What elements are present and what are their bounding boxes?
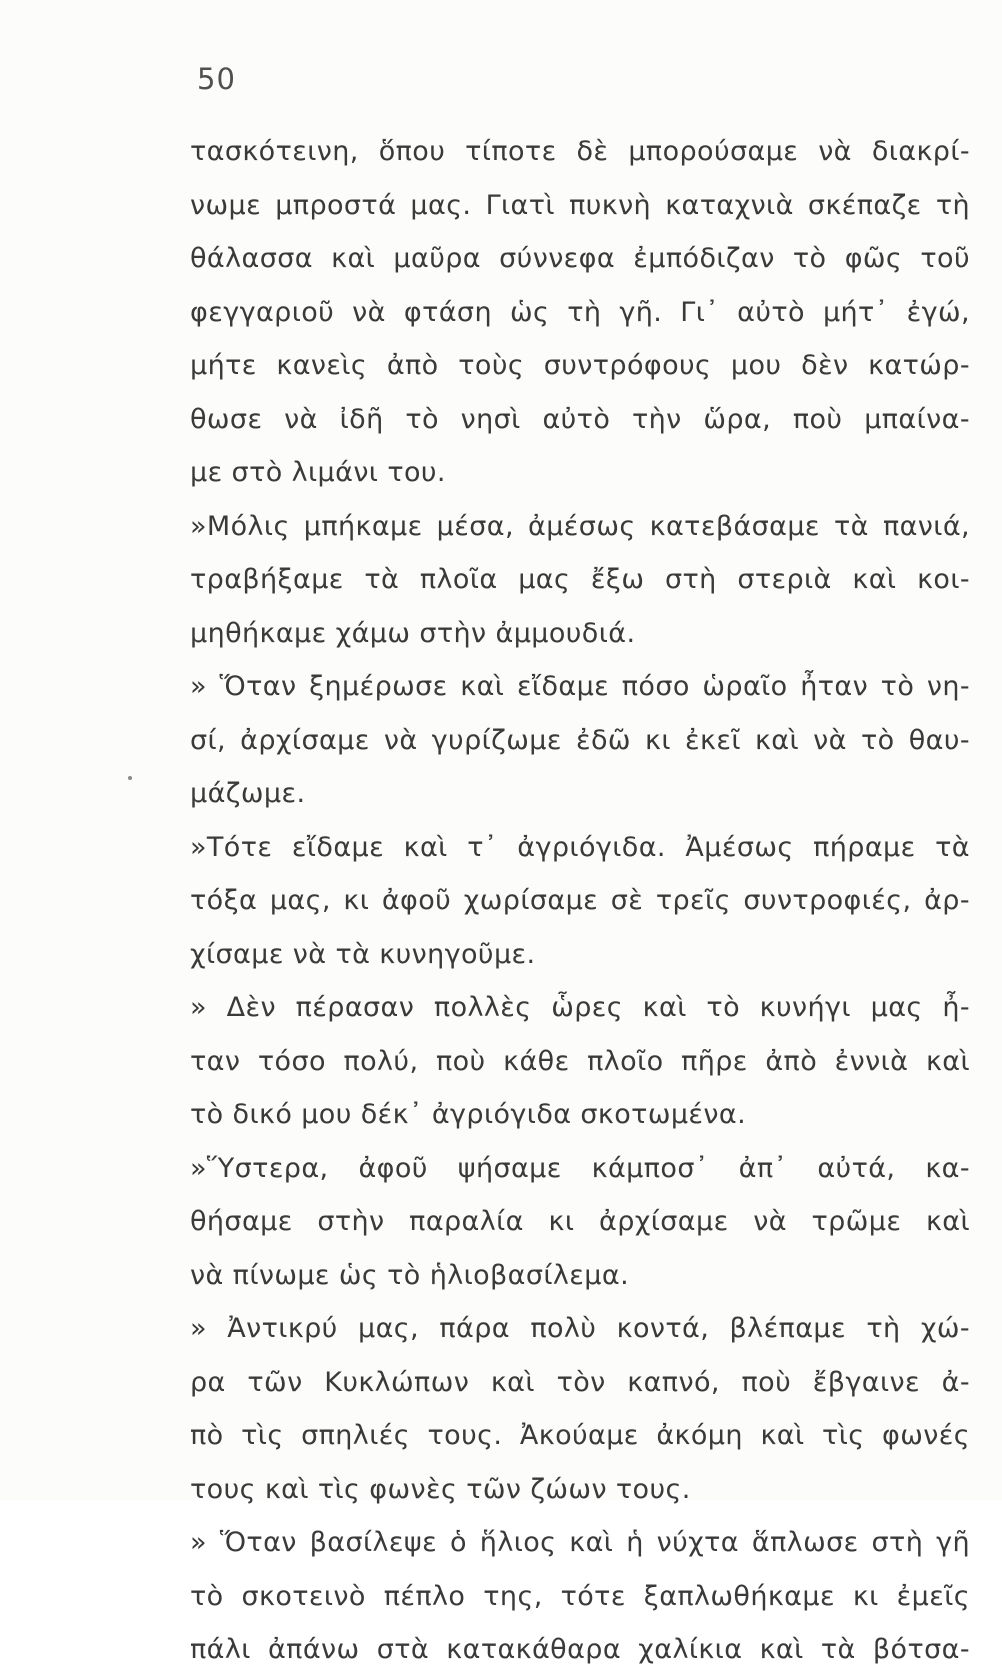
text-line: τασκότεινη, ὅπου τίποτε δὲ μπορούσαμε νὰ διακρί- — [190, 136, 970, 167]
text-line: θήσαμε στὴν παραλία κι ἀρχίσαμε νὰ τρῶμε καὶ — [190, 1206, 970, 1237]
text-line: νωμε μπροστά μας. Γιατὶ πυκνὴ καταχνιὰ σκέπαζε τὴ — [190, 189, 970, 221]
page-number: 50 — [197, 62, 236, 96]
text-line: τραβήξαμε τὰ πλοῖα μας ἔξω στὴ στεριὰ καὶ κοι- — [190, 564, 970, 595]
text-line: πάλι ἀπάνω στὰ κατακάθαρα χαλίκια καὶ τὰ βότσα- — [190, 1634, 970, 1665]
text-line: » Δὲν πέρασαν πολλὲς ὧρες καὶ τὸ κυνήγι μας ἦ- — [190, 992, 970, 1023]
body-text — [190, 125, 970, 1677]
margin-speck — [128, 776, 132, 780]
text-line: τὸ δικό μου δέκ᾽ ἀγριόγιδα σκοτωμένα. — [190, 1099, 747, 1130]
text-line: πὸ τὶς σπηλιές τους. Ἀκούαμε ἀκόμη καὶ τὶς φωνές — [190, 1420, 970, 1451]
text-line: τους καὶ τὶς φωνὲς τῶν ζώων τους. — [190, 1473, 691, 1505]
text-line: » Ἀντικρύ μας, πάρα πολὺ κοντά, βλέπαμε τὴ χώ- — [190, 1313, 970, 1344]
text-line: χίσαμε νὰ τὰ κυνηγοῦμε. — [190, 938, 536, 970]
text-line: » Ὅταν βασίλεψε ὁ ἥλιος καὶ ἡ νύχτα ἅπλωσε στὴ γῆ — [190, 1527, 970, 1558]
text-line: μήτε κανεὶς ἀπὸ τοὺς συντρόφους μου δὲν κατώρ- — [190, 350, 970, 381]
text-line: »Μόλις μπήκαμε μέσα, ἀμέσως κατεβάσαμε τὰ πανιά, — [190, 510, 970, 542]
text-line: ταν τόσο πολύ, ποὺ κάθε πλοῖο πῆρε ἀπὸ ἐννιὰ καὶ — [190, 1045, 970, 1077]
text-line: θάλασσα καὶ μαῦρα σύννεφα ἐμπόδιζαν τὸ φῶς τοῦ — [190, 243, 970, 274]
text-line: ρα τῶν Κυκλώπων καὶ τὸν καπνό, ποὺ ἔβγαινε ἀ- — [190, 1366, 970, 1398]
text-line: μάζωμε. — [190, 778, 306, 809]
text-line: »Τότε εἴδαμε καὶ τ᾽ ἀγριόγιδα. Ἀμέσως πήραμε τὰ — [190, 831, 970, 863]
text-line: φεγγαριοῦ νὰ φτάση ὡς τὴ γῆ. Γι᾽ αὐτὸ μήτ᾽ ἐγώ, — [190, 296, 970, 328]
text-line: με στὸ λιμάνι του. — [190, 457, 446, 488]
text-line: θωσε νὰ ἰδῆ τὸ νησὶ αὐτὸ τὴν ὥρα, ποὺ μπαίνα- — [190, 403, 970, 435]
text-line: τὸ σκοτεινὸ πέπλο της, τότε ξαπλωθήκαμε κι ἐμεῖς — [190, 1580, 970, 1612]
text-line: » Ὅταν ξημέρωσε καὶ εἴδαμε πόσο ὡραῖο ἦταν τὸ νη- — [190, 671, 970, 702]
text-line: »Ὕστερα, ἀφοῦ ψήσαμε κάμποσ᾽ ἀπ᾽ αὐτά, κα- — [190, 1152, 970, 1184]
text-line: μηθήκαμε χάμω στὴν ἀμμουδιά. — [190, 617, 636, 649]
text-line: νὰ πίνωμε ὡς τὸ ἡλιοβασίλεμα. — [190, 1259, 630, 1291]
text-line: τόξα μας, κι ἀφοῦ χωρίσαμε σὲ τρεῖς συντροφιές, ἀρ- — [190, 885, 970, 916]
text-line: σί, ἀρχίσαμε νὰ γυρίζωμε ἐδῶ κι ἐκεῖ καὶ νὰ τὸ θαυ- — [190, 724, 970, 756]
